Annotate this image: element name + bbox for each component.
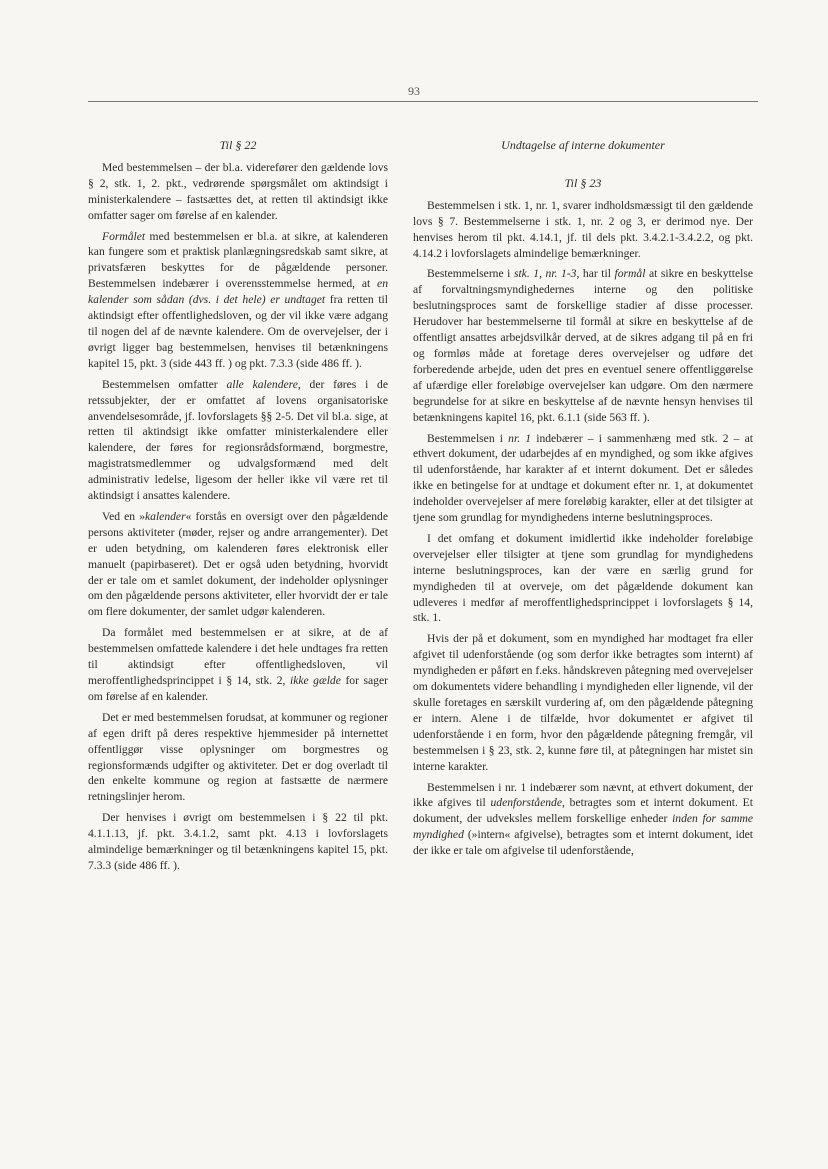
paragraph bbox=[413, 431, 753, 526]
text-run: (»intern« afgivelse), betragtes som et internt dokument, idet der ikke er tale om afgivelse til udenforstående, bbox=[413, 828, 753, 858]
italic-run: Formålet bbox=[102, 229, 146, 243]
italic-run: alle kalendere bbox=[226, 377, 298, 391]
text-run: , har til bbox=[576, 267, 615, 281]
italic-run: nr. 1 bbox=[508, 431, 532, 445]
italic-run: udenforstående bbox=[490, 796, 562, 810]
text-run: « forstås en oversigt over den pågældende persons aktiviteter (møder, rejser og andre arrangementer). Det er uden betydning, om kalenderen føres elektronisk eller manuelt (papirbaseret). Det er også uden betydning, hvorvidt der er tale om et samlet dokument, der indeholder oplysninger om den pågældende persons aktiviteter, eller hvorvidt der er tale om flere dokumenter, der samlet udgør kalenderen. bbox=[88, 509, 388, 619]
left-column bbox=[88, 138, 388, 879]
header-rule bbox=[88, 101, 758, 102]
paragraph bbox=[88, 377, 388, 504]
paragraph: Det er med bestemmelsen forudsat, at kommuner og regioner af egen drift på deres respektive hjemmesider på internettet offentliggør visse oplysninger om borgmestres og regionsformænds udgifter og aktiviteter. Det er dog overladt til den enkelte kommune og region at fastsætte de nærmere retningslinjer herom. bbox=[88, 710, 388, 804]
text-run: at sikre en beskyttelse af forvaltningsmyndighedernes interne og den politiske beslutningsproces samt de forskellige stadier af disse processer. Herudover har bestemmelserne til formål at sikre en beskyttelse af de offentligt ansattes arbejdsvilkår derved, at de sikres adgang til på en fri og formløs måde at foretage deres overvejelser og udføre det forberedende arbejde, uden det pres en eventuel senere offentliggørelse af ufærdige eller foreløbige overvejelser kan udgøre. Om den nærmere begrundelse for at sikre en beskyttelse af de nævnte hensyn henvises til betænkningens kapitel 16, pkt. 6.1.1 (side 563 ff. ). bbox=[413, 267, 753, 424]
paragraph bbox=[413, 266, 753, 425]
text-run: med bestemmelsen er bl.a. at sikre, at kalenderen kan fungere som et praktisk planlægningsredskab samt sikre, at privatsfæren beskyttes for de pågældende personer. Bestemmelsen indebærer i overensstemmelse hermed, at bbox=[88, 229, 388, 291]
text-run: for sager om førelse af en kalender. bbox=[88, 674, 388, 703]
italic-run: stk. 1, nr. 1-3 bbox=[513, 267, 577, 281]
paragraph bbox=[88, 229, 388, 372]
text-run: , betragtes som et internt dokument. Et dokument, der udveksles mellem forskellige enheder bbox=[413, 796, 753, 826]
section-heading-23: Til § 23 bbox=[564, 175, 602, 190]
section-heading-22: Til § 22 bbox=[219, 138, 257, 152]
paragraph bbox=[88, 625, 388, 705]
italic-run: kalender bbox=[145, 509, 186, 523]
right-column bbox=[413, 138, 753, 864]
paragraph bbox=[88, 509, 388, 620]
text-run: fra retten til aktindsigt efter offentlighedsloven, og der vil ikke være adgang til nogen del af de nævnte kalendere. Om de overvejelser, der i øvrigt ligger bag bestemmelsen, henvises til betænkningens kapitel 15, pkt. 3 (side 443 ff. ) og pkt. 7.3.3 (side 486 ff. ). bbox=[88, 293, 388, 370]
italic-run: inden for samme myndighed bbox=[413, 812, 753, 842]
text-run: Da formålet med bestemmelsen er at sikre, at de af bestemmelsen omfattede kalendere i det hele undtages fra retten til aktindsigt efter offentlighedsloven, vil meroffentlighedsprincippet i § 14, stk. 2, bbox=[88, 626, 388, 687]
text-run: Bestemmelserne i bbox=[427, 267, 514, 281]
text-run: , der føres i de retssubjekter, der er omfattet af lovens organisatoriske anvendelsesområde, jf. lovforslagets §§ 2-5. Det vil bl.a. sige, at retten til aktindsigt ikke omfatter ministerkalendere eller kalendere, der føres for regionsrådsformænd, borgmestre, magistratsmedlemmer og udvalgsformænd med delt administrativ ledelse, ligesom der heller ikke vil være ret til aktindsigt i ansattes kalendere. bbox=[88, 377, 389, 503]
paragraph bbox=[413, 780, 753, 860]
text-run: Ved en » bbox=[102, 509, 146, 523]
text-run: Bestemmelsen omfatter bbox=[102, 377, 227, 391]
text-run: Bestemmelsen i bbox=[427, 431, 509, 445]
paragraph: Der henvises i øvrigt om bestemmelsen i § 22 til pkt. 4.1.1.13, jf. pkt. 3.4.1.2, samt pkt. 4.13 i lovforslagets almindelige bemærkninger og til betænkningens kapitel 15, pkt. 7.3.3 (side 486 ff. ). bbox=[88, 811, 388, 872]
paragraph: Hvis der på et dokument, som en myndighed har modtaget fra eller afgivet til udenforstående (og som derfor ikke betragtes som internt) af myndigheden er påført en f.eks. håndskreven påtegning med overvejelser om dokumentets videre behandling i myndigheden eller lignende, vil der skulle foretages en særskilt vurdering af, om den pågældende påtegning er intern. Alene i de tilfælde, hvor dokumentet er afgivet til udenforstående i en form, hvor den pågældende påtegning fremgår, vil bestemmelsen i § 23, stk. 2, kunne føre til, at påtegningen har mistet sin interne karakter. bbox=[413, 632, 753, 773]
italic-run: ikke gælde bbox=[289, 674, 341, 687]
paragraph: I det omfang et dokument imidlertid ikke indeholder foreløbige overvejelser eller tilsigter at tjene som grundlag for myndighedens interne beslutningsproces, kan der være en særlig grund for myndigheden til at overveje, om det pågældende dokument kan udleveres i medfør af meroffentlighedsprincippet i lovforslagets § 14, stk. 1. bbox=[413, 531, 753, 625]
text-run: Bestemmelsen i nr. 1 indebærer som nævnt, at ethvert dokument, der ikke afgives til bbox=[413, 780, 753, 810]
text-run: indebærer – i sammenhæng med stk. 2 – at ethvert dokument, der udarbejdes af en myndighed, og som ikke afgives til udenforstående, har karakter af et internt dokument. Det er således ikke en betingelse for at undtage et dokument efter nr. 1, at dokumentet indeholder overvejelser af mere foreløbig karakter, eller at det tilsigter at tjene som grundlag for myndighedens interne beslutningsproces. bbox=[413, 431, 754, 525]
page-number: 93 bbox=[408, 84, 420, 98]
chapter-heading: Undtagelse af interne dokumenter bbox=[501, 138, 665, 152]
italic-run: en kalender som sådan (dvs. i det hele) er undtaget bbox=[88, 277, 388, 307]
paragraph: Bestemmelsen i stk. 1, nr. 1, svarer indholdsmæssigt til den gældende lovs § 7. Bestemmelserne i stk. 1, nr. 2 og 3, er derimod nye. Der henvises herom til pkt. 4.14.1, jf. til dels pkt. 3.4.2.1-3.4.2.2, og pkt. 4.14.2 i lovforslagets almindelige bemærkninger. bbox=[413, 198, 753, 260]
italic-run: formål bbox=[614, 267, 646, 281]
paragraph: Med bestemmelsen – der bl.a. viderefører den gældende lovs § 2, stk. 1, 2. pkt., vedrørende spørgsmålet om aktindsigt i ministerkalendere – fastsættes det, at retten til aktindsigt ikke omfatter sager om førelse af en kalender. bbox=[88, 160, 388, 222]
